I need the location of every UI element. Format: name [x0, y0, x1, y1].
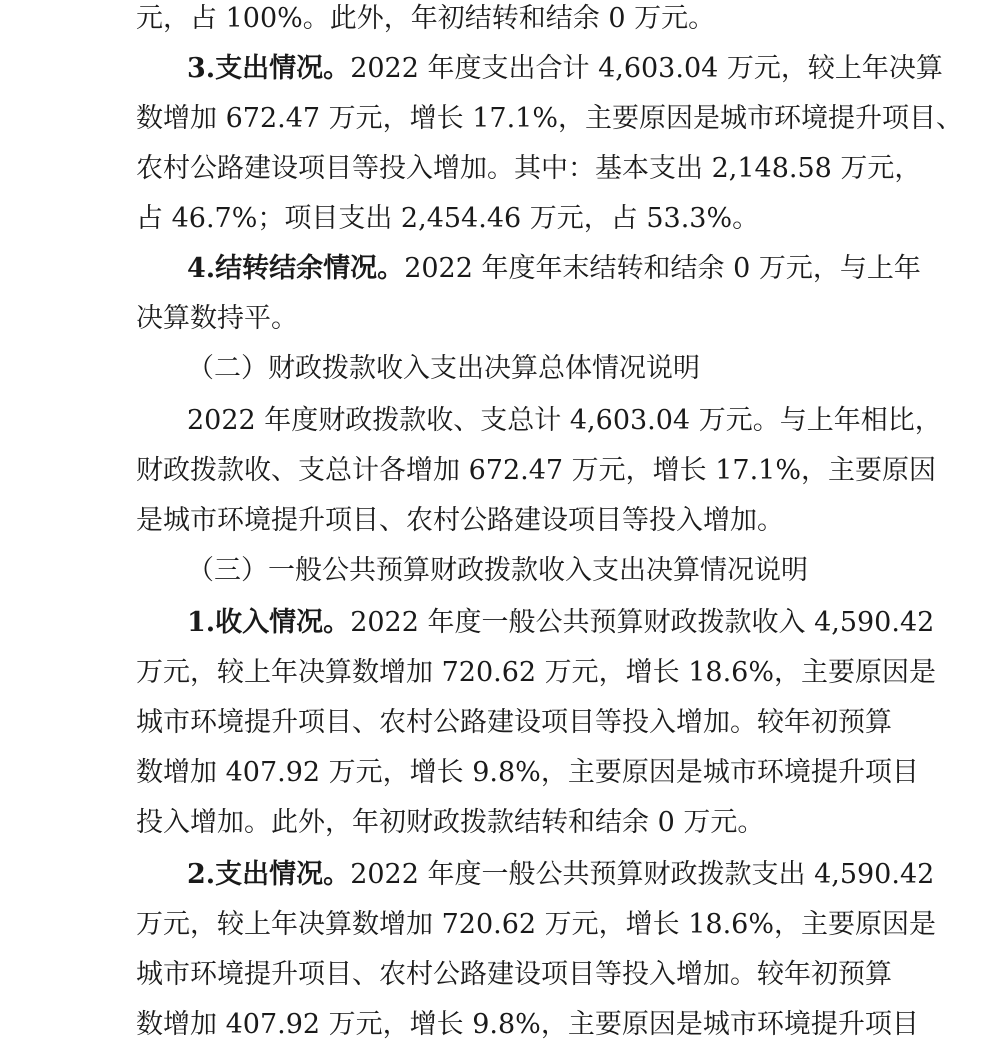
- paragraph-line: [187, 858, 934, 892]
- paragraph-line: [187, 404, 942, 438]
- paragraph-line: [136, 908, 936, 942]
- line-text: 2022 年度财政拨款收、支总计 4,603.04 万元。与上年相比，: [187, 405, 942, 436]
- paragraph-line: [136, 806, 764, 840]
- line-text: 城市环境提升项目、农村公路建设项目等投入增加。较年初预算: [136, 707, 892, 738]
- line-text: 数增加 407.92 万元，增长 9.8%，主要原因是城市环境提升项目: [136, 757, 919, 788]
- line-text: 元，占 100%。此外，年初结转和结余 0 万元。: [136, 3, 716, 34]
- line-text: （三）一般公共预算财政拨款收入支出决算情况说明: [187, 555, 808, 586]
- paragraph-line: [136, 2, 715, 36]
- paragraph-line: [136, 202, 759, 236]
- paragraph-line: [136, 454, 936, 488]
- line-text: （二）财政拨款收入支出决算总体情况说明: [187, 353, 700, 384]
- paragraph-line: [136, 656, 936, 690]
- line-text: 2022 年度支出合计 4,603.04 万元，较上年决算: [350, 53, 943, 84]
- line-text: 财政拨款收、支总计各增加 672.47 万元，增长 17.1%，主要原因: [136, 455, 936, 486]
- section-heading: 3.支出情况。: [187, 53, 351, 84]
- paragraph-line: [136, 302, 298, 336]
- line-text: 2022 年度年末结转和结余 0 万元，与上年: [404, 253, 921, 284]
- line-text: 2022 年度一般公共预算财政拨款支出 4,590.42: [350, 859, 935, 890]
- paragraph-line: [136, 152, 921, 186]
- line-text: 万元，较上年决算数增加 720.62 万元，增长 18.6%，主要原因是: [136, 909, 936, 940]
- paragraph-line: [136, 102, 963, 136]
- paragraph-line: [187, 52, 943, 86]
- paragraph-line: [136, 706, 892, 740]
- paragraph-line: [136, 504, 784, 538]
- line-text: 万元，较上年决算数增加 720.62 万元，增长 18.6%，主要原因是: [136, 657, 936, 688]
- subsection-title: [187, 554, 808, 588]
- section-heading: 2.支出情况。: [187, 859, 351, 890]
- paragraph-line: [136, 1008, 919, 1042]
- line-text: 2022 年度一般公共预算财政拨款收入 4,590.42: [350, 607, 935, 638]
- subsection-title: [187, 352, 700, 386]
- section-heading: 4.结转结余情况。: [187, 253, 405, 284]
- line-text: 数增加 672.47 万元，增长 17.1%，主要原因是城市环境提升项目、: [136, 103, 963, 134]
- section-heading: 1.收入情况。: [187, 607, 351, 638]
- paragraph-line: [187, 606, 934, 640]
- line-text: 决算数持平。: [136, 303, 298, 334]
- line-text: 是城市环境提升项目、农村公路建设项目等投入增加。: [136, 505, 784, 536]
- paragraph-line: [187, 252, 921, 286]
- paragraph-line: [136, 958, 892, 992]
- line-text: 城市环境提升项目、农村公路建设项目等投入增加。较年初预算: [136, 959, 892, 990]
- line-text: 数增加 407.92 万元，增长 9.8%，主要原因是城市环境提升项目: [136, 1009, 919, 1040]
- line-text: 占 46.7%；项目支出 2,454.46 万元，占 53.3%。: [136, 203, 760, 234]
- line-text: 投入增加。此外，年初财政拨款结转和结余 0 万元。: [136, 807, 765, 838]
- paragraph-line: [136, 756, 919, 790]
- line-text: 农村公路建设项目等投入增加。其中：基本支出 2,148.58 万元，: [136, 153, 922, 184]
